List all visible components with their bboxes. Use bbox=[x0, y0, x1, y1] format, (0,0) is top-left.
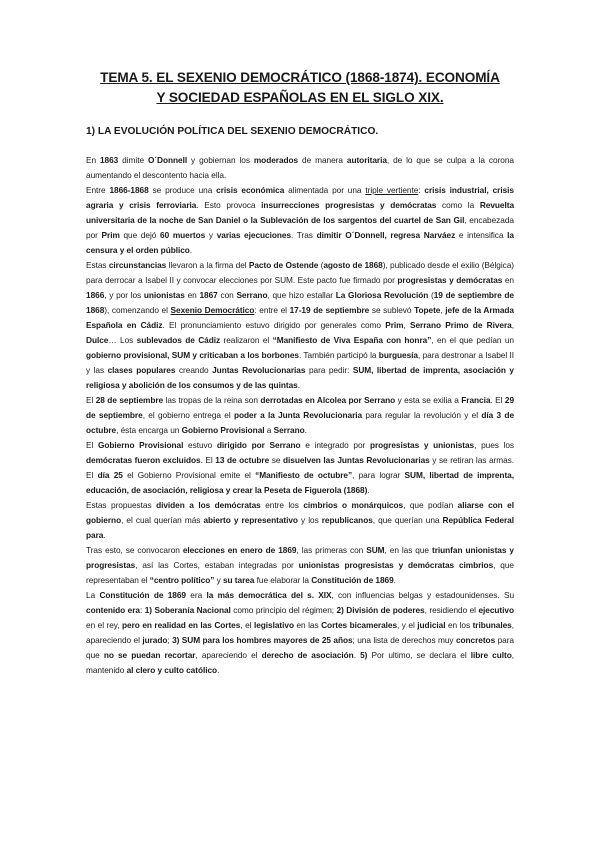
text-run: se sublevó bbox=[369, 305, 415, 315]
text-run: crisis industrial, crisis agraria y crisis ferroviaria bbox=[86, 185, 514, 210]
text-run: Estas propuestas bbox=[86, 500, 157, 510]
text-run: a bbox=[264, 425, 274, 435]
text-run: varias ejecuciones bbox=[216, 230, 292, 240]
text-run: derecho de asociación bbox=[261, 650, 354, 660]
text-run: ( bbox=[318, 260, 324, 270]
text-run: realizaron el bbox=[220, 335, 273, 345]
text-run: autoritaria bbox=[346, 155, 387, 165]
text-run: . Tras bbox=[291, 230, 317, 240]
text-run: , encabezada por bbox=[86, 215, 514, 240]
text-run: : bbox=[139, 605, 145, 615]
text-run: tribunales bbox=[472, 620, 512, 630]
text-run: . bbox=[393, 575, 396, 585]
text-run: Serrano bbox=[273, 425, 305, 435]
text-run: Constitución de 1869 bbox=[99, 590, 186, 600]
text-run: se bbox=[269, 455, 283, 465]
text-run: . bbox=[217, 665, 220, 675]
text-run: como principio del régimen; bbox=[230, 605, 337, 615]
text-run: disuelven las Juntas Revolucionarias bbox=[283, 455, 430, 465]
text-run: , bbox=[440, 305, 446, 315]
text-run: 1) Soberanía Nacional bbox=[144, 605, 231, 615]
text-run: Dulce bbox=[86, 335, 109, 345]
text-run: y bbox=[214, 575, 223, 585]
text-run: La Gloriosa Revolución bbox=[335, 290, 429, 300]
text-run: de manera bbox=[298, 155, 347, 165]
text-run: Gobierno Provisional bbox=[97, 440, 184, 450]
text-run: que dejó bbox=[119, 230, 161, 240]
text-run: sublevados de Cádiz bbox=[136, 335, 221, 345]
text-run: llevaron a la firma del bbox=[166, 260, 249, 270]
text-run: . También participó la bbox=[298, 350, 379, 360]
text-run: progresistas y demócratas bbox=[397, 275, 503, 285]
text-run: . bbox=[353, 650, 361, 660]
text-run: crisis económica bbox=[216, 185, 285, 195]
section-heading: 1) LA EVOLUCIÓN POLÍTICA DEL SEXENIO DEMOCRÁTICO. bbox=[86, 126, 379, 137]
text-run: dirigido por Serrano bbox=[216, 440, 301, 450]
text-run: día 25 bbox=[97, 470, 123, 480]
text-run: . Esto provoca bbox=[196, 200, 262, 210]
paragraph bbox=[86, 543, 514, 588]
text-run: En bbox=[86, 155, 100, 165]
text-run: , pues los bbox=[474, 440, 515, 450]
text-run: , para destronar a Isabel II y las bbox=[86, 350, 514, 375]
text-run: SUM, libertad de imprenta, asociación y religiosa y abolición de los consumos y de las quintas bbox=[86, 365, 514, 390]
text-run: con bbox=[217, 290, 237, 300]
text-run: ejecutivo bbox=[478, 605, 514, 615]
paragraph bbox=[86, 498, 514, 543]
text-run: dimitir O´Donnell, regresa Narváez bbox=[316, 230, 456, 240]
text-run: , el cual querían más bbox=[121, 515, 204, 525]
text-run: e intensifica bbox=[455, 230, 508, 240]
text-run: , así las Cortes, estaban integradas por bbox=[135, 560, 299, 570]
text-run: para pedir: bbox=[305, 365, 353, 375]
text-run: , en las que bbox=[384, 545, 432, 555]
text-run: insurrecciones progresistas y demócratas bbox=[261, 200, 437, 210]
text-run: Entre bbox=[86, 185, 110, 195]
text-run: alimentada por una bbox=[284, 185, 366, 195]
text-run: ), publicado desde el exilio (Bélgica) para derrocar a Isabel II y convocar elecciones por SUM. Este pacto fue firmado por bbox=[86, 260, 514, 285]
text-run: 2) División de poderes bbox=[336, 605, 425, 615]
text-run: libre culto bbox=[470, 650, 512, 660]
text-run: abierto y representativo bbox=[203, 515, 298, 525]
text-run: Estas bbox=[86, 260, 109, 270]
text-run: “centro político” bbox=[149, 575, 215, 585]
text-run: El bbox=[86, 395, 96, 405]
text-run: ; bbox=[167, 635, 173, 645]
text-run: , para lograr bbox=[352, 470, 405, 480]
text-run: , ésta encarga un bbox=[116, 425, 182, 435]
title-line-2: Y SOCIEDAD ESPAÑOLAS EN EL SIGLO XIX. bbox=[156, 90, 444, 105]
document-page bbox=[86, 68, 514, 678]
text-run: al clero y culto católico bbox=[126, 665, 218, 675]
text-run: su tarea bbox=[222, 575, 255, 585]
text-run: no se puedan recortar bbox=[103, 650, 196, 660]
text-run: 29 de septiembre bbox=[86, 395, 515, 420]
text-run: ( bbox=[428, 290, 434, 300]
text-run: se produce una bbox=[148, 185, 217, 195]
text-run: entre los bbox=[260, 500, 304, 510]
text-run: , bbox=[511, 320, 514, 330]
text-run: para que bbox=[86, 635, 514, 660]
text-run: elecciones en enero de 1869 bbox=[182, 545, 297, 555]
text-run: Prim bbox=[101, 230, 120, 240]
text-run: en bbox=[184, 290, 200, 300]
text-run: y esta se exilia a bbox=[395, 395, 462, 405]
text-run: circunstancias bbox=[108, 260, 167, 270]
text-run: dividen a los demócratas bbox=[156, 500, 261, 510]
text-run: concretos bbox=[455, 635, 496, 645]
text-run: , y por los bbox=[104, 290, 144, 300]
text-run: 1863 bbox=[99, 155, 119, 165]
text-run: y bbox=[205, 230, 217, 240]
text-run: 60 muertos bbox=[160, 230, 206, 240]
text-run: moderados bbox=[253, 155, 299, 165]
text-run: triunfan unionistas y progresistas bbox=[86, 545, 514, 570]
text-run: El bbox=[86, 440, 98, 450]
text-run: : entre el bbox=[254, 305, 290, 315]
text-run: pero en realidad en las Cortes bbox=[122, 620, 241, 630]
text-run: en el rey, bbox=[86, 620, 123, 630]
body-text bbox=[86, 153, 514, 678]
text-run: legislativo bbox=[253, 620, 294, 630]
text-run: creando bbox=[175, 365, 213, 375]
text-run: en bbox=[502, 275, 514, 285]
paragraph bbox=[86, 183, 514, 258]
text-run: como la bbox=[436, 200, 480, 210]
text-run: gobierno provisional, SUM y criticaban a los borbones bbox=[86, 350, 299, 360]
paragraph bbox=[86, 153, 514, 183]
text-run: . El pronunciamiento estuvo dirigido por generales como bbox=[162, 320, 386, 330]
text-run: , mantenido bbox=[86, 650, 514, 675]
text-run: , las primeras con bbox=[296, 545, 367, 555]
text-run: unionistas progresistas y demócratas cimbrios bbox=[298, 560, 494, 570]
text-run: Sexenio Democrático bbox=[170, 305, 255, 315]
text-run: , que hizo estallar bbox=[267, 290, 336, 300]
text-run: judicial bbox=[417, 620, 446, 630]
title-line-1: TEMA 5. EL SEXENIO DEMOCRÁTICO (1868-1874). ECONOMÍA bbox=[100, 70, 500, 85]
text-run: 5) bbox=[360, 650, 368, 660]
text-run: 28 de septiembre bbox=[95, 395, 164, 405]
text-run: . bbox=[367, 485, 370, 495]
text-run: Tras esto, se convocaron bbox=[86, 545, 183, 555]
text-run: , en el que pedían un bbox=[431, 335, 514, 345]
text-run: la censura y el orden público bbox=[86, 230, 514, 255]
text-run: , y el bbox=[397, 620, 418, 630]
text-run: en los bbox=[445, 620, 473, 630]
text-run: era bbox=[186, 590, 207, 600]
paragraph bbox=[86, 588, 514, 678]
text-run: SUM, libertad de imprenta, educación, de asociación, religiosa y crear la Peseta de Figuerola (1868) bbox=[86, 470, 514, 495]
text-run: . El bbox=[200, 455, 216, 465]
text-run: dimite bbox=[118, 155, 148, 165]
text-run: , que representaban el bbox=[86, 560, 514, 585]
text-run: republicanos bbox=[321, 515, 373, 525]
text-run: . bbox=[297, 380, 300, 390]
text-run: e integrado por bbox=[300, 440, 370, 450]
text-run: “Manifiesto de Viva España con honra” bbox=[272, 335, 432, 345]
text-run: 13 de octubre bbox=[215, 455, 270, 465]
text-run: y los bbox=[297, 515, 322, 525]
text-run: aliarse con el gobierno bbox=[86, 500, 515, 525]
text-run: fue elaborar la bbox=[254, 575, 312, 585]
paragraph bbox=[86, 393, 514, 438]
text-run: Constitución de 1869 bbox=[311, 575, 394, 585]
text-run: el Gobierno Provisional emite el bbox=[122, 470, 256, 480]
text-run: . El bbox=[490, 395, 505, 405]
text-run: O´Donnell bbox=[147, 155, 188, 165]
text-run: : bbox=[418, 185, 425, 195]
text-run: y gobiernan los bbox=[187, 155, 254, 165]
text-run: día 3 de octubre bbox=[86, 410, 515, 435]
text-run: jefe de la Armada Española en Cádiz bbox=[86, 305, 514, 330]
text-run: Francia bbox=[461, 395, 491, 405]
text-run: , que podían bbox=[403, 500, 458, 510]
text-run: Pacto de Ostende bbox=[248, 260, 319, 270]
text-run: contenido era bbox=[86, 605, 140, 615]
text-run: 19 de septiembre de 1868 bbox=[86, 290, 514, 315]
text-run: y se retiran las armas. El bbox=[86, 455, 515, 480]
text-run: , el gobierno entrega el bbox=[142, 410, 234, 420]
text-run: , el bbox=[240, 620, 254, 630]
text-run: cimbrios o monárquicos bbox=[303, 500, 404, 510]
text-run: Cortes bicamerales bbox=[321, 620, 398, 630]
text-run: “Manifiesto de octubre” bbox=[255, 470, 353, 480]
text-run: para regular la revolución y el bbox=[362, 410, 482, 420]
text-run: Prim bbox=[385, 320, 404, 330]
text-run: poder a la Junta Revolucionaria bbox=[233, 410, 363, 420]
text-run: , con influencias belgas y estadounidenses. Su bbox=[331, 590, 515, 600]
text-run: las tropas de la reina son bbox=[163, 395, 261, 405]
text-run: agosto de 1868 bbox=[323, 260, 383, 270]
text-run: 1866-1868 bbox=[109, 185, 149, 195]
text-run: 1867 bbox=[199, 290, 218, 300]
text-run: La bbox=[86, 590, 100, 600]
text-run: Serrano Primo de Rivera bbox=[410, 320, 512, 330]
text-run: estuvo bbox=[183, 440, 217, 450]
text-run: . bbox=[304, 425, 307, 435]
text-run: … Los bbox=[108, 335, 137, 345]
text-run: unionistas bbox=[143, 290, 185, 300]
text-run: Juntas Revolucionarias bbox=[212, 365, 306, 375]
text-run: 1866 bbox=[86, 290, 105, 300]
text-run: , de lo que se culpa a la corona aumentando el descontento hacia ella. bbox=[86, 155, 514, 180]
text-run: República Federal para bbox=[86, 515, 514, 540]
text-run: SUM bbox=[366, 545, 385, 555]
text-run: ), comenzando el bbox=[104, 305, 171, 315]
text-run: , que querían una bbox=[372, 515, 443, 525]
text-run: , bbox=[403, 320, 410, 330]
text-run: Por ultimo, se declara el bbox=[367, 650, 471, 660]
text-run: . bbox=[189, 245, 193, 255]
text-run: , apareciendo el bbox=[195, 650, 262, 660]
text-run: 3) SUM para los hombres mayores de 25 años bbox=[172, 635, 353, 645]
text-run: Serrano bbox=[236, 290, 268, 300]
text-run: la más democrática del s. XIX bbox=[206, 590, 332, 600]
text-run: demócratas fueron excluidos bbox=[86, 455, 201, 465]
text-run: jurado bbox=[142, 635, 168, 645]
text-run: clases populares bbox=[107, 365, 176, 375]
text-run: burguesía bbox=[378, 350, 418, 360]
text-run: Revuelta universitaria de la noche de San Daniel o la Sublevación de los sargentos del cuartel de San Gil bbox=[86, 200, 515, 225]
text-run: progresistas y unionistas bbox=[369, 440, 475, 450]
text-run: Gobierno Provisional bbox=[181, 425, 265, 435]
paragraph bbox=[86, 438, 514, 498]
document-title bbox=[86, 68, 514, 108]
text-run: triple vertiente bbox=[365, 185, 419, 195]
text-run: . bbox=[103, 530, 106, 540]
text-run: ; una lista de derechos muy bbox=[352, 635, 456, 645]
text-run: , residiendo el bbox=[424, 605, 479, 615]
text-run: en las bbox=[293, 620, 322, 630]
text-run: , apareciendo el bbox=[86, 620, 515, 645]
paragraph bbox=[86, 258, 514, 393]
text-run: derrotadas en Alcolea por Serrano bbox=[260, 395, 396, 405]
text-run: 17-19 de septiembre bbox=[289, 305, 370, 315]
text-run: Topete bbox=[414, 305, 441, 315]
